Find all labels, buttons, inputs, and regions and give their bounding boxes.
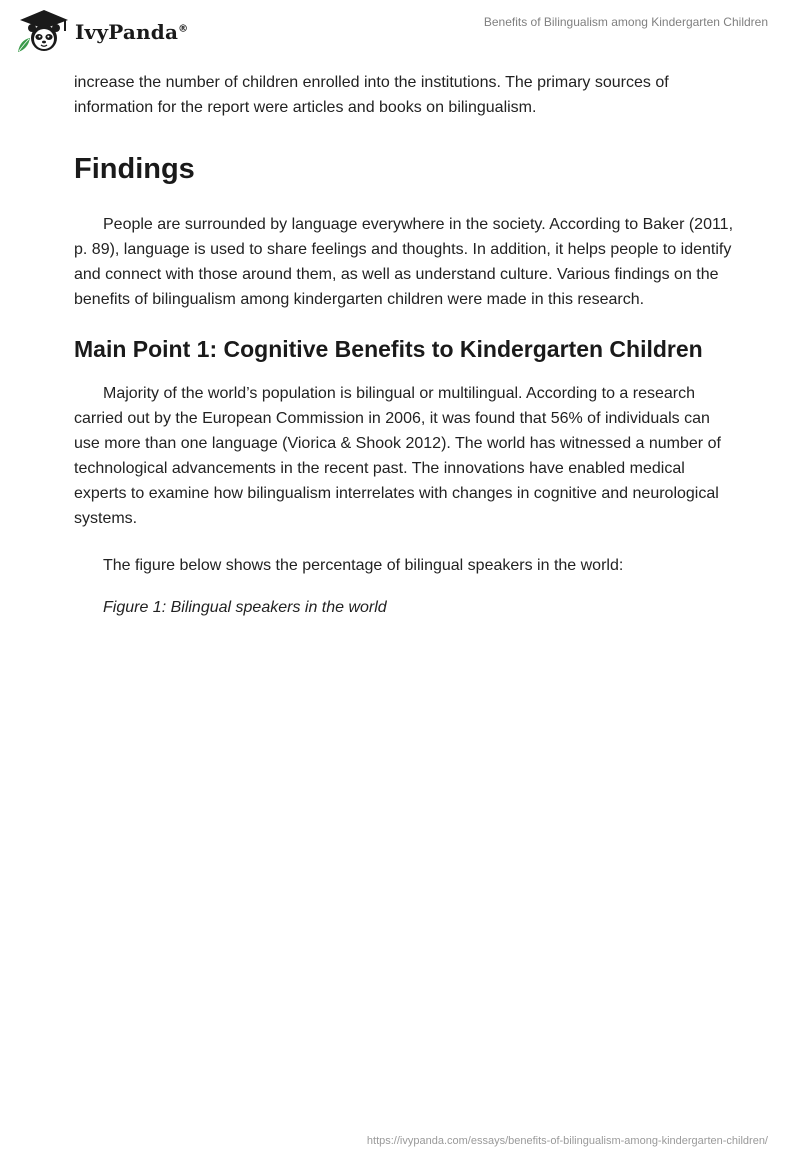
footer-url-link[interactable]: https://ivypanda.com/essays/benefits-of-bilingualism-among-kindergarten-children/: [366, 1135, 768, 1147]
page-header: [0, 0, 800, 64]
document-body: [74, 70, 734, 620]
figure-intro-paragraph: The figure below shows the percentage of bilingual speakers in the world:: [103, 557, 624, 574]
brand-name: IvyPanda®: [75, 20, 189, 44]
brand-logo[interactable]: [14, 8, 188, 54]
panda-graduate-icon: [14, 8, 72, 54]
findings-paragraph: People are surrounded by language everywhere in the society. According to Baker (2011, p. 89), language is used to share feelings and thoughts. In addition, it helps people to identify and connect with those around them, as well as understand culture. Various findings on the benefits of bilingualism among kindergarten children were made in this research.: [74, 216, 734, 308]
intro-continuation-paragraph: increase the number of children enrolled into the institutions. The primary sources of information for the report were articles and books on bilingualism.: [74, 74, 669, 116]
main-point-heading: Main Point 1: Cognitive Benefits to Kindergarten Children: [74, 336, 703, 362]
figure-caption: Figure 1: Bilingual speakers in the world: [103, 599, 387, 616]
findings-heading: Findings: [74, 153, 195, 185]
running-title: Benefits of Bilingualism among Kindergarten Children: [483, 15, 768, 29]
main-point-paragraph: Majority of the world’s population is bilingual or multilingual. According to a research carried out by the European Commission in 2006, it was found that 56% of individuals can use more than one language (Viorica & Shook 2012). The world has witnessed a number of technological advancements in the recent past. The innovations have enabled medical experts to examine how bilingualism interrelates with changes in cognitive and neurological systems.: [74, 385, 721, 527]
